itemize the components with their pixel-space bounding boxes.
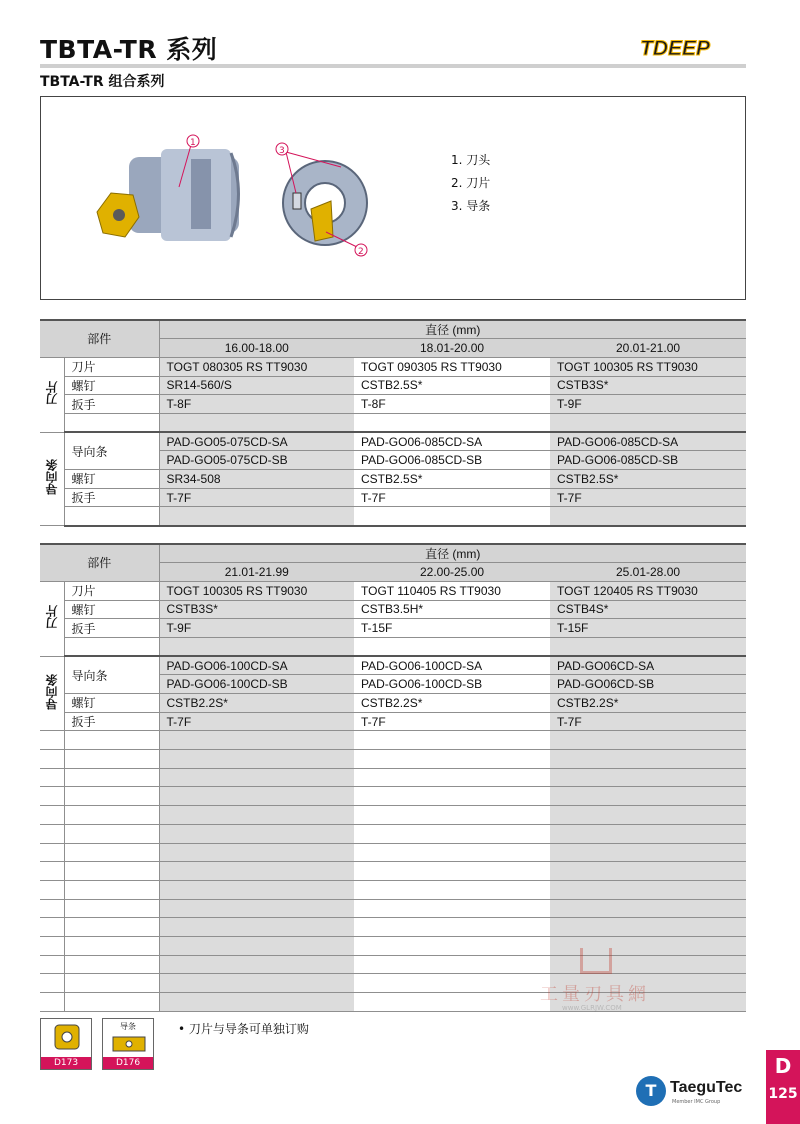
range-header: 25.01-28.00 <box>550 563 746 582</box>
table-cell <box>40 731 64 750</box>
table-cell <box>159 918 354 937</box>
table-cell <box>40 936 64 955</box>
table-cell: TOGT 100305 RS TT9030 <box>550 357 746 376</box>
table-cell <box>64 824 159 843</box>
watermark <box>540 948 680 1018</box>
table-cell <box>354 862 550 881</box>
table-row <box>40 357 746 376</box>
table-cell: T-9F <box>550 395 746 414</box>
table-row <box>40 694 746 713</box>
table-cell: PAD-GO06CD-SB <box>550 675 746 694</box>
table-cell <box>354 824 550 843</box>
table-cell: SR14-560/S <box>159 376 354 395</box>
title-divider <box>40 64 746 68</box>
table-row <box>40 637 746 656</box>
table-row <box>40 581 746 600</box>
table-row <box>40 600 746 619</box>
notes-area <box>40 1018 440 1074</box>
table-cell <box>159 862 354 881</box>
group-label-insert: 刀片 <box>40 581 64 656</box>
table-cell: CSTB2.5S* <box>354 470 550 489</box>
tdeep-logo-text: TDEEP <box>640 37 711 60</box>
table-cell <box>550 824 746 843</box>
table-cell <box>354 787 550 806</box>
table-cell <box>354 413 550 432</box>
part-header: 部件 <box>40 320 159 357</box>
table-cell <box>550 806 746 825</box>
table-cell <box>40 993 64 1012</box>
table-cell: PAD-GO06-085CD-SA <box>550 432 746 451</box>
range-header: 18.01-20.00 <box>354 339 550 358</box>
row-label: 螺钉 <box>64 694 159 713</box>
table-cell: TOGT 120405 RS TT9030 <box>550 581 746 600</box>
blank-row <box>40 899 746 918</box>
diameter-header: 直径 (mm) <box>159 320 746 339</box>
table-cell: CSTB3S* <box>159 600 354 619</box>
table-cell: TOGT 110405 RS TT9030 <box>354 581 550 600</box>
table-cell: PAD-GO06-085CD-SB <box>550 451 746 470</box>
table-row <box>40 395 746 414</box>
section-tab <box>766 1050 800 1124</box>
table-cell <box>159 768 354 787</box>
row-label: 螺钉 <box>64 470 159 489</box>
table-cell <box>159 750 354 769</box>
table-cell <box>354 899 550 918</box>
table-cell <box>159 993 354 1012</box>
table-cell <box>40 955 64 974</box>
table-cell <box>40 974 64 993</box>
insert-page-ref: D173 <box>41 1057 91 1069</box>
watermark-logo <box>580 948 612 974</box>
table-cell: CSTB3.5H* <box>354 600 550 619</box>
table-cell: T-15F <box>550 619 746 638</box>
range-header: 16.00-18.00 <box>159 339 354 358</box>
row-label: 螺钉 <box>64 376 159 395</box>
table-cell: PAD-GO05-075CD-SB <box>159 451 354 470</box>
tdeep-logo <box>636 34 748 62</box>
table-cell: T-8F <box>354 395 550 414</box>
table-row <box>40 656 746 675</box>
table-cell: TOGT 090305 RS TT9030 <box>354 357 550 376</box>
table-cell <box>550 750 746 769</box>
table-cell: CSTB2.2S* <box>550 694 746 713</box>
row-label <box>64 637 159 656</box>
blank-row <box>40 843 746 862</box>
table-cell <box>64 918 159 937</box>
table-cell <box>159 936 354 955</box>
legend-item-insert: 2. 刀片 <box>451 176 491 190</box>
table-cell <box>354 974 550 993</box>
table-cell <box>550 899 746 918</box>
table-cell <box>64 974 159 993</box>
insert-icon <box>41 1019 93 1059</box>
table-cell <box>159 507 354 526</box>
row-label: 扳手 <box>64 395 159 414</box>
table-cell <box>64 880 159 899</box>
order-note: • 刀片与导条可单独订购 <box>178 1022 309 1036</box>
table-cell <box>159 806 354 825</box>
group-label-pad: 导向条 <box>40 432 64 525</box>
table-cell: T-7F <box>354 712 550 731</box>
table-cell: PAD-GO06-085CD-SA <box>354 432 550 451</box>
table-cell <box>159 843 354 862</box>
table-cell <box>550 637 746 656</box>
table-cell: PAD-GO06-085CD-SB <box>354 451 550 470</box>
row-label <box>64 507 159 526</box>
table-cell <box>354 637 550 656</box>
pad-reference-badge <box>102 1018 154 1070</box>
table-cell <box>354 880 550 899</box>
table-cell: T-7F <box>550 488 746 507</box>
table-cell <box>354 507 550 526</box>
table-cell: CSTB2.5S* <box>550 470 746 489</box>
table-cell <box>64 843 159 862</box>
table-cell <box>550 880 746 899</box>
table-cell: SR34-508 <box>159 470 354 489</box>
table-cell <box>40 880 64 899</box>
table-row <box>40 488 746 507</box>
company-group: Member IMC Group <box>672 1099 721 1105</box>
section-letter: D <box>774 1054 792 1078</box>
table-cell <box>40 843 64 862</box>
table-cell: TOGT 080305 RS TT9030 <box>159 357 354 376</box>
table-cell <box>550 843 746 862</box>
table-cell <box>550 862 746 881</box>
table-cell: PAD-GO06-100CD-SB <box>159 675 354 694</box>
parts-table-2 <box>40 543 746 1012</box>
table-cell: CSTB3S* <box>550 376 746 395</box>
legend-item-pad: 3. 导条 <box>451 199 491 213</box>
table-cell <box>550 918 746 937</box>
table-cell <box>64 936 159 955</box>
range-header: 21.01-21.99 <box>159 563 354 582</box>
table-cell <box>64 768 159 787</box>
table-cell <box>64 750 159 769</box>
table-cell <box>40 918 64 937</box>
table-cell <box>40 750 64 769</box>
table-cell <box>159 880 354 899</box>
blank-row <box>40 918 746 937</box>
range-header: 22.00-25.00 <box>354 563 550 582</box>
callout-1: 1 <box>190 138 196 148</box>
legend-item-head: 1. 刀头 <box>451 153 491 167</box>
pad-page-ref: D176 <box>103 1057 153 1069</box>
table-cell: CSTB2.5S* <box>354 376 550 395</box>
table-cell <box>159 637 354 656</box>
table-cell <box>354 936 550 955</box>
row-label <box>64 413 159 432</box>
table-cell <box>159 731 354 750</box>
table-cell <box>550 787 746 806</box>
assembly-diagram <box>40 96 746 300</box>
table-cell: CSTB4S* <box>550 600 746 619</box>
company-name: TaeguTec <box>670 1079 743 1096</box>
table-cell <box>40 768 64 787</box>
blank-row <box>40 750 746 769</box>
table-cell <box>159 787 354 806</box>
table-cell <box>354 955 550 974</box>
row-label: 导向条 <box>64 432 159 469</box>
table-cell <box>40 824 64 843</box>
table-cell: PAD-GO05-075CD-SA <box>159 432 354 451</box>
pad-badge-label: 导条 <box>120 1022 136 1031</box>
watermark-url: www.GLRJW.COM <box>562 1004 622 1012</box>
table-row <box>40 507 746 526</box>
blank-row <box>40 768 746 787</box>
table-cell: CSTB2.2S* <box>159 694 354 713</box>
page-title: TBTA-TR 系列 <box>40 35 218 64</box>
table-cell <box>354 918 550 937</box>
table-row <box>40 432 746 451</box>
blank-row <box>40 787 746 806</box>
page-number: 125 <box>768 1086 798 1102</box>
group-label-insert: 刀片 <box>40 357 64 432</box>
table-cell <box>159 413 354 432</box>
table-cell <box>159 824 354 843</box>
parts-table-1 <box>40 319 746 527</box>
table-cell <box>159 974 354 993</box>
table-cell: T-9F <box>159 619 354 638</box>
blank-row <box>40 806 746 825</box>
range-header: 20.01-21.00 <box>550 339 746 358</box>
table-cell <box>64 862 159 881</box>
table-cell <box>40 806 64 825</box>
blank-row <box>40 880 746 899</box>
table-cell: T-8F <box>159 395 354 414</box>
table-cell <box>64 955 159 974</box>
taegutec-logo <box>636 1074 760 1110</box>
page-subtitle: TBTA-TR 组合系列 <box>40 74 165 90</box>
table-cell: T-7F <box>354 488 550 507</box>
table-cell <box>64 787 159 806</box>
table-cell: PAD-GO06-100CD-SA <box>159 656 354 675</box>
table-cell <box>64 899 159 918</box>
assembly-illustration <box>41 97 745 299</box>
table-cell <box>40 787 64 806</box>
table-cell: T-7F <box>550 712 746 731</box>
table-cell <box>354 843 550 862</box>
table-cell: PAD-GO06CD-SA <box>550 656 746 675</box>
table-cell <box>159 899 354 918</box>
table-cell <box>64 731 159 750</box>
table-cell: T-7F <box>159 712 354 731</box>
taegutec-mark-icon: T <box>636 1076 666 1106</box>
row-label: 扳手 <box>64 488 159 507</box>
table-row <box>40 712 746 731</box>
blank-row <box>40 731 746 750</box>
table-cell: T-15F <box>354 619 550 638</box>
table-cell <box>354 731 550 750</box>
row-label: 扳手 <box>64 712 159 731</box>
diameter-header: 直径 (mm) <box>159 544 746 563</box>
table-cell <box>40 862 64 881</box>
callout-3: 3 <box>279 146 285 156</box>
table-cell: TOGT 100305 RS TT9030 <box>159 581 354 600</box>
table-cell <box>354 993 550 1012</box>
table-cell <box>159 955 354 974</box>
table-row <box>40 413 746 432</box>
table-cell: PAD-GO06-100CD-SB <box>354 675 550 694</box>
row-label: 刀片 <box>64 357 159 376</box>
table-cell <box>550 731 746 750</box>
table-cell <box>64 806 159 825</box>
row-label: 导向条 <box>64 656 159 693</box>
table-cell <box>550 413 746 432</box>
row-label: 刀片 <box>64 581 159 600</box>
part-header: 部件 <box>40 544 159 581</box>
row-label: 扳手 <box>64 619 159 638</box>
table-cell <box>550 507 746 526</box>
row-label: 螺钉 <box>64 600 159 619</box>
table-row <box>40 470 746 489</box>
table-cell: CSTB2.2S* <box>354 694 550 713</box>
table-cell <box>64 993 159 1012</box>
watermark-text: 工量刃具網 <box>540 984 650 1005</box>
blank-row <box>40 824 746 843</box>
insert-reference-badge <box>40 1018 92 1070</box>
callout-2: 2 <box>358 247 364 257</box>
table-cell <box>550 768 746 787</box>
table-cell <box>40 899 64 918</box>
table-cell: T-7F <box>159 488 354 507</box>
table-row <box>40 376 746 395</box>
table-cell <box>354 768 550 787</box>
parts-legend <box>451 149 490 218</box>
table-cell <box>354 750 550 769</box>
table-row <box>40 619 746 638</box>
table-cell: PAD-GO06-100CD-SA <box>354 656 550 675</box>
group-label-pad: 导向条 <box>40 656 64 731</box>
blank-row <box>40 862 746 881</box>
table-cell <box>354 806 550 825</box>
